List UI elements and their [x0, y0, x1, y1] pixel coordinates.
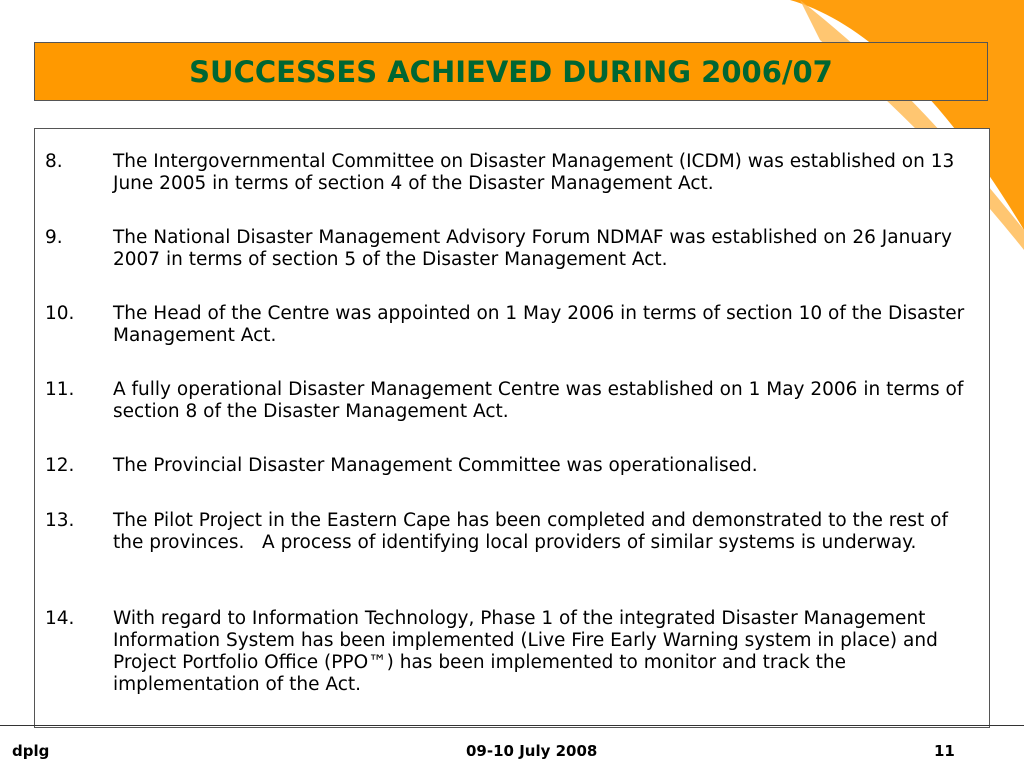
page-number: 11 — [934, 742, 955, 760]
item-number: 13. — [45, 510, 75, 531]
item-number: 10. — [45, 303, 75, 324]
item-text: The Pilot Project in the Eastern Cape has been completed and demonstrated to the rest of the provinces. A process of identifying local providers of similar systems is underway. — [113, 510, 954, 553]
item-number: 12. — [45, 455, 75, 476]
item-text: The Head of the Centre was appointed on 1 May 2006 in terms of section 10 of the Disaster Management Act. — [113, 303, 971, 346]
footer-org: dplg — [12, 742, 50, 760]
item-number: 8. — [45, 151, 63, 172]
item-number: 11. — [45, 379, 75, 400]
title-bar — [34, 42, 988, 101]
item-number: 9. — [45, 227, 63, 248]
item-text: With regard to Information Technology, Phase 1 of the integrated Disaster Management Information System has been implemented (Live Fire Early Warning system in place) and Project Portfolio Office (PPO™) has been implemented to monitor and track the implementation of the Act. — [113, 608, 944, 695]
item-text: The National Disaster Management Advisory Forum NDMAF was established on 26 January 2007 in terms of section 5 of the Disaster Management Act. — [113, 227, 958, 270]
item-number: 14. — [45, 608, 75, 629]
footer-date: 09-10 July 2008 — [466, 742, 598, 760]
item-text: The Intergovernmental Committee on Disaster Management (ICDM) was established on 13 June 2005 in terms of section 4 of the Disaster Management Act. — [113, 151, 961, 194]
footer-divider — [0, 725, 1024, 726]
slide-title: SUCCESSES ACHIEVED DURING 2006/07 — [189, 54, 833, 89]
content-box — [34, 128, 990, 728]
item-text: A fully operational Disaster Management Centre was established on 1 May 2006 in terms of section 8 of the Disaster Management Act. — [113, 379, 970, 422]
item-text: The Provincial Disaster Management Committee was operationalised. — [113, 455, 758, 476]
